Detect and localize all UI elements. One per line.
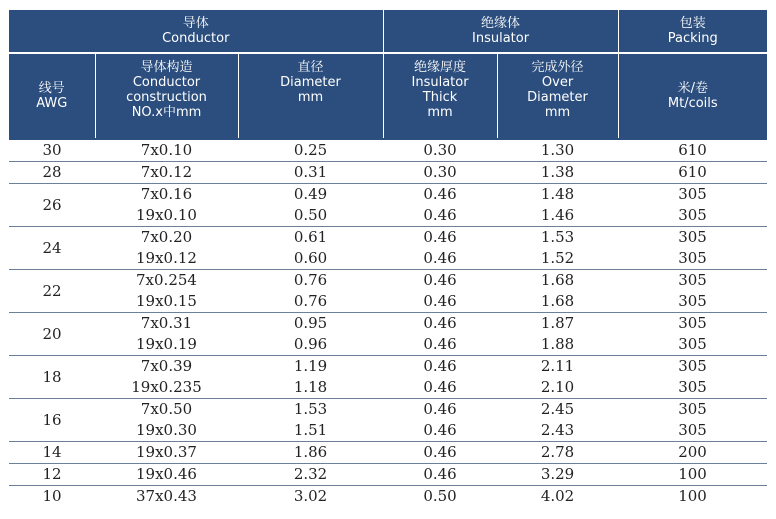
table-row <box>9 356 767 378</box>
thick-cell: 0.46 <box>383 377 497 399</box>
awg-cell: 24 <box>9 227 95 270</box>
packing-cell: 100 <box>678 487 707 505</box>
over-cell: 1.52 <box>497 248 618 270</box>
table-row <box>9 313 767 335</box>
construction-cell: 19x0.235 <box>95 377 238 399</box>
construction-cell: 19x0.15 <box>95 291 238 313</box>
construction-cell: 19x0.37 <box>95 442 238 464</box>
thick-header-cn: 绝缘厚度 <box>414 60 467 75</box>
table-row <box>9 205 767 227</box>
packing-cell: 305 <box>618 420 767 442</box>
thick-cell: 0.46 <box>383 205 497 227</box>
thick-cell: 0.46 <box>423 400 457 418</box>
diameter-cell: 1.19 <box>293 357 328 375</box>
construction-header-en1: Conductor <box>132 75 201 90</box>
packing-cell: 305 <box>678 314 707 332</box>
diameter-cell: 2.32 <box>238 464 383 486</box>
table-row <box>9 248 767 270</box>
diameter-cell: 0.96 <box>238 334 383 356</box>
over-cell: 1.48 <box>540 185 575 203</box>
insulator-group-en: Insulator <box>472 31 530 46</box>
conductor-group-en: Conductor <box>162 31 230 46</box>
diameter-cell: 0.76 <box>238 291 383 313</box>
packing-cell: 305 <box>618 291 767 313</box>
over-cell: 1.38 <box>497 162 618 184</box>
packing-cell: 610 <box>618 162 767 184</box>
thick-cell: 0.46 <box>423 185 457 203</box>
table-row <box>9 464 767 486</box>
diameter-cell: 0.25 <box>238 139 383 162</box>
over-header-cn: 完成外径 <box>531 60 584 75</box>
packing-cell: 305 <box>678 228 707 246</box>
packing-cell: 305 <box>678 271 707 289</box>
insulator-group-cn: 绝缘体 <box>481 16 521 31</box>
wire-spec-table <box>9 10 767 507</box>
thick-cell: 0.46 <box>423 271 457 289</box>
construction-cell: 7x0.254 <box>136 271 197 289</box>
thick-cell: 0.46 <box>383 248 497 270</box>
table-row <box>9 399 767 421</box>
thick-cell: 0.46 <box>423 314 457 332</box>
thick-cell: 0.46 <box>423 357 457 375</box>
awg-cell: 18 <box>9 356 95 399</box>
awg-cell: 30 <box>9 139 95 162</box>
diameter-header-en1: Diameter <box>280 75 341 90</box>
thick-cell: 0.46 <box>383 291 497 313</box>
construction-header-cn: 导体构造 <box>140 60 193 75</box>
packing-cell: 305 <box>678 185 707 203</box>
diameter-cell: 1.51 <box>238 420 383 442</box>
packing-cell: 305 <box>618 377 767 399</box>
thick-column-header <box>383 53 497 139</box>
over-cell: 1.68 <box>540 271 575 289</box>
thick-cell: 0.50 <box>423 487 457 505</box>
diameter-column-header <box>238 53 383 139</box>
construction-cell: 7x0.20 <box>140 228 193 246</box>
awg-cell: 28 <box>9 162 95 184</box>
over-diameter-column-header <box>497 53 618 139</box>
over-cell: 4.02 <box>540 487 575 505</box>
table-row <box>9 139 767 162</box>
packing-group-header <box>618 10 767 53</box>
insulator-group-header <box>383 10 618 53</box>
diameter-header-en2: mm <box>297 90 324 105</box>
over-cell: 2.11 <box>540 357 575 375</box>
awg-cell: 12 <box>9 464 95 486</box>
thick-header-en2: Thick <box>422 90 458 105</box>
table-row <box>9 486 767 508</box>
construction-cell: 19x0.46 <box>95 464 238 486</box>
awg-header-en: AWG <box>36 96 68 111</box>
over-cell: 1.53 <box>540 228 575 246</box>
over-cell: 1.30 <box>497 139 618 162</box>
awg-cell: 14 <box>9 442 95 464</box>
diameter-cell: 3.02 <box>293 487 328 505</box>
over-cell: 2.45 <box>540 400 575 418</box>
table-header <box>9 10 767 139</box>
table-row <box>9 334 767 356</box>
thick-cell: 0.30 <box>383 162 497 184</box>
packing-header-en: Mt/coils <box>667 96 718 111</box>
diameter-cell: 0.60 <box>238 248 383 270</box>
over-cell: 2.78 <box>497 442 618 464</box>
construction-cell: 7x0.31 <box>140 314 193 332</box>
thick-cell: 0.46 <box>383 420 497 442</box>
conductor-group-header <box>9 10 383 53</box>
construction-cell: 7x0.50 <box>140 400 193 418</box>
awg-cell: 20 <box>9 313 95 356</box>
thick-header-en1: Insulator <box>411 75 469 90</box>
packing-cell: 305 <box>618 334 767 356</box>
diameter-cell: 1.18 <box>238 377 383 399</box>
awg-column-header <box>9 53 95 139</box>
awg-header-cn: 线号 <box>38 81 65 96</box>
over-cell: 3.29 <box>497 464 618 486</box>
awg-cell: 16 <box>9 399 95 442</box>
over-cell: 1.68 <box>497 291 618 313</box>
packing-group-en: Packing <box>667 31 718 46</box>
diameter-cell: 0.49 <box>293 185 328 203</box>
table-row <box>9 377 767 399</box>
construction-cell: 19x0.19 <box>95 334 238 356</box>
construction-cell: 37x0.43 <box>136 487 197 505</box>
awg-cell: 22 <box>9 270 95 313</box>
over-header-en2: Diameter <box>527 90 588 105</box>
diameter-cell: 0.50 <box>238 205 383 227</box>
diameter-cell: 0.95 <box>293 314 328 332</box>
diameter-cell: 0.76 <box>293 271 328 289</box>
thick-header-en3: mm <box>427 105 453 120</box>
construction-header-en3: NO.x中mm <box>131 105 202 120</box>
diameter-cell: 1.53 <box>293 400 328 418</box>
construction-cell: 19x0.30 <box>95 420 238 442</box>
over-cell: 1.87 <box>540 314 575 332</box>
packing-group-cn: 包装 <box>679 16 706 31</box>
construction-header-en2: construction <box>126 90 207 105</box>
packing-cell: 305 <box>618 205 767 227</box>
construction-cell: 7x0.12 <box>95 162 238 184</box>
over-cell: 2.43 <box>497 420 618 442</box>
construction-cell: 7x0.10 <box>95 139 238 162</box>
thick-cell: 0.46 <box>383 464 497 486</box>
construction-cell: 7x0.39 <box>140 357 193 375</box>
table-row <box>9 442 767 464</box>
packing-cell: 200 <box>618 442 767 464</box>
over-header-en3: mm <box>544 105 571 120</box>
packing-column-header <box>618 53 767 139</box>
over-cell: 2.10 <box>497 377 618 399</box>
table-body <box>9 139 767 507</box>
packing-cell: 610 <box>618 139 767 162</box>
diameter-cell: 0.31 <box>238 162 383 184</box>
over-cell: 1.88 <box>497 334 618 356</box>
packing-cell: 305 <box>678 400 707 418</box>
table-row <box>9 184 767 206</box>
wire-spec-table-container <box>9 10 767 507</box>
packing-cell: 100 <box>618 464 767 486</box>
over-header-en1: Over <box>541 75 574 90</box>
awg-cell: 10 <box>42 487 62 505</box>
construction-cell: 19x0.12 <box>95 248 238 270</box>
table-row <box>9 227 767 249</box>
table-row <box>9 420 767 442</box>
thick-cell: 0.46 <box>423 228 457 246</box>
diameter-header-cn: 直径 <box>297 60 324 75</box>
over-cell: 1.46 <box>497 205 618 227</box>
thick-cell: 0.30 <box>383 139 497 162</box>
construction-cell: 19x0.10 <box>95 205 238 227</box>
table-row <box>9 270 767 292</box>
construction-cell: 7x0.16 <box>140 185 193 203</box>
construction-column-header <box>95 53 238 139</box>
table-row <box>9 162 767 184</box>
diameter-cell: 1.86 <box>238 442 383 464</box>
conductor-group-cn: 导体 <box>182 16 209 31</box>
awg-cell: 26 <box>9 184 95 227</box>
packing-header-cn: 米/卷 <box>677 81 708 96</box>
table-row <box>9 291 767 313</box>
diameter-cell: 0.61 <box>293 228 328 246</box>
thick-cell: 0.46 <box>383 334 497 356</box>
thick-cell: 0.46 <box>383 442 497 464</box>
packing-cell: 305 <box>678 357 707 375</box>
packing-cell: 305 <box>618 248 767 270</box>
